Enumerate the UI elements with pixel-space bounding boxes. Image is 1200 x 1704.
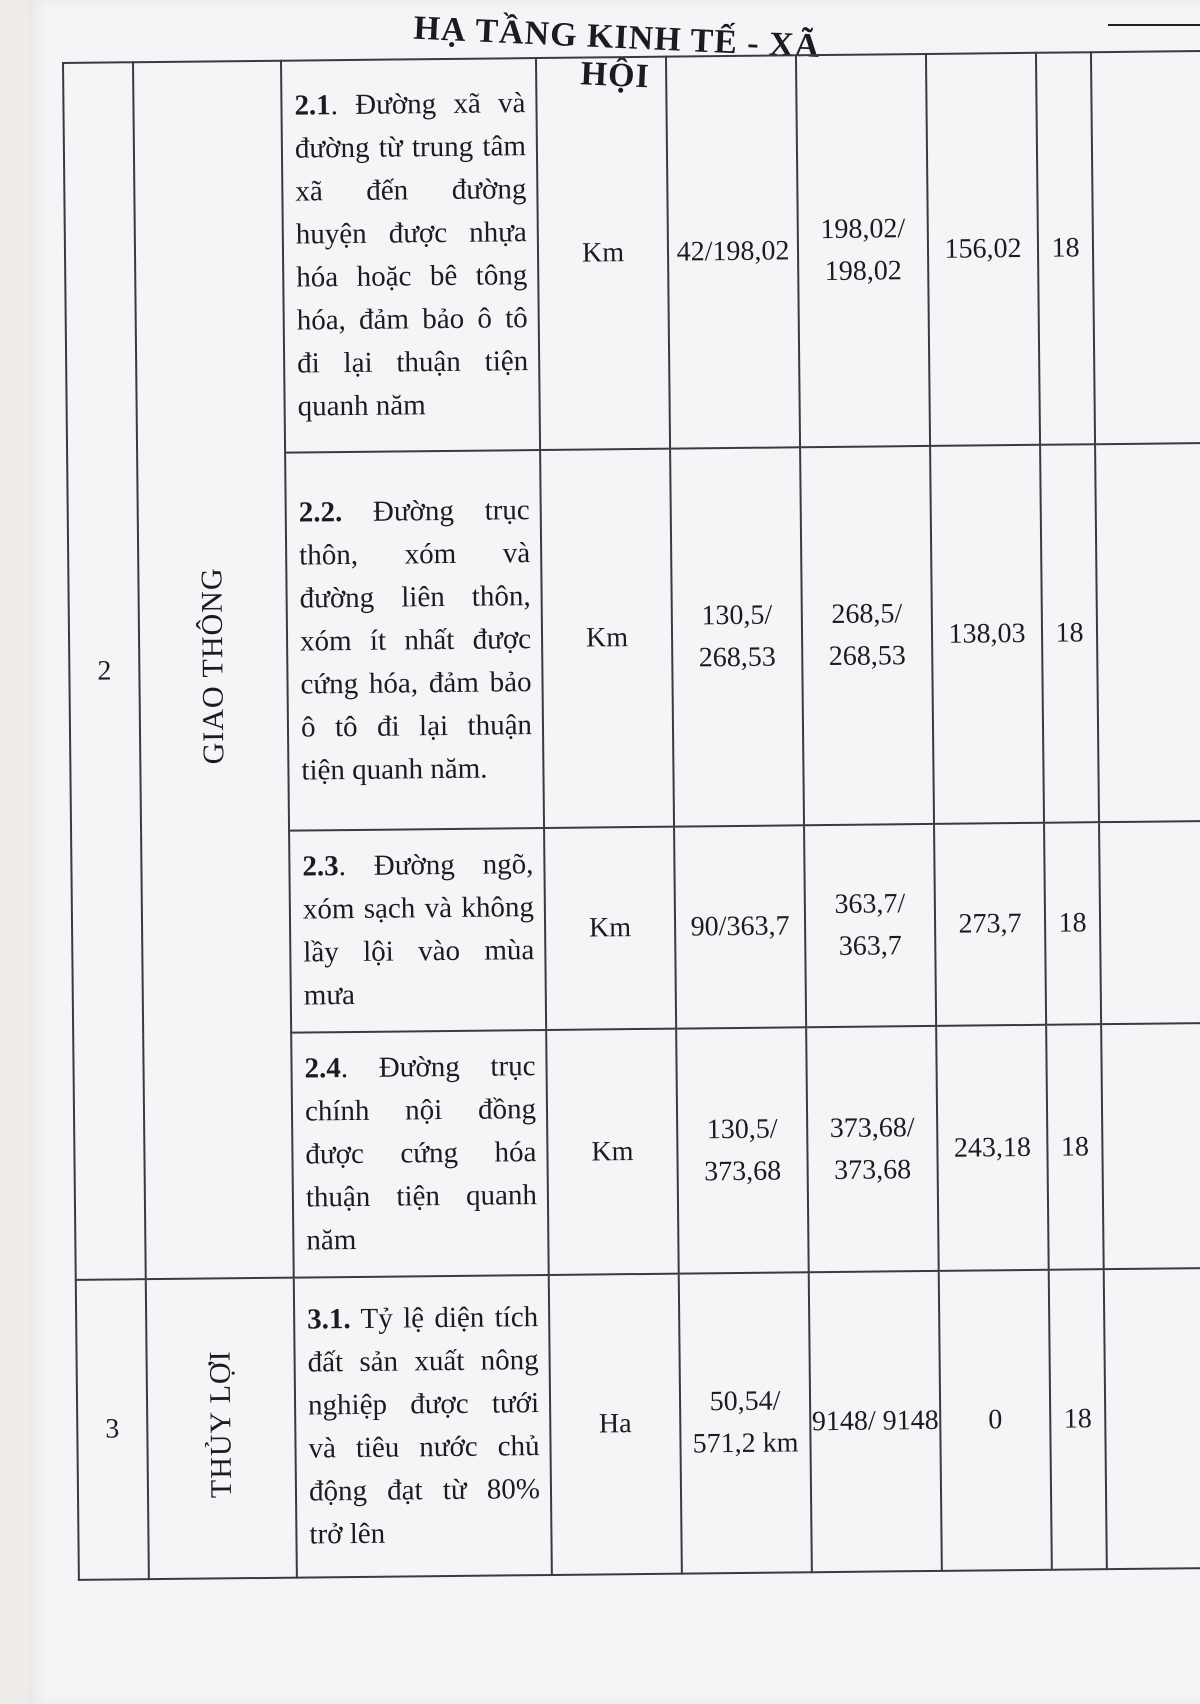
- page-title: HẠ TẦNG KINH TẾ - XÃ HỘI: [412, 9, 822, 96]
- unit-cell: Km: [540, 449, 674, 828]
- value-b-cell: 198,02/ 198,02: [796, 54, 930, 447]
- group-name: GIAO THÔNG: [195, 567, 231, 765]
- unit-cell: Ha: [549, 1274, 682, 1575]
- value-a-cell: 50,54/ 571,2 km: [679, 1272, 812, 1573]
- unit-cell: Km: [536, 57, 670, 450]
- value-c-cell: 156,02: [926, 53, 1040, 446]
- criterion-text: . Đường xã và đường từ trung tâm xã đến đường huyện được nhựa hóa hoặc bê tông hóa, đảm bảo ô tô đi lại thuận tiện quanh năm: [294, 87, 529, 423]
- criterion-cell: [291, 1030, 549, 1278]
- group-number: 2: [63, 62, 146, 1280]
- criterion-text: . Đường ngõ, xóm sạch và không lầy lội vào mùa mưa: [302, 848, 535, 1012]
- value-c-cell: 0: [939, 1270, 1052, 1571]
- value-d-cell: 18: [1036, 52, 1095, 445]
- value-d-cell: 18: [1040, 444, 1099, 823]
- criterion-cell: [285, 450, 544, 831]
- group-name: THỦY LỢI: [203, 1350, 239, 1499]
- next-page-bleed-cell: [1091, 51, 1200, 444]
- value-c-cell: 243,18: [936, 1025, 1049, 1271]
- table-row: [63, 51, 1200, 455]
- next-page-bleed-cell: [1099, 821, 1200, 1024]
- criterion-text: Đường trục thôn, xóm và đường liên thôn, xóm ít nhất được cứng hóa, đảm bảo ô tô đi lại thuận tiện quanh năm.: [299, 493, 533, 787]
- value-d-cell: 18: [1046, 1024, 1104, 1270]
- value-b-cell: 268,5/ 268,53: [800, 446, 934, 825]
- value-c-cell: 273,7: [934, 823, 1046, 1026]
- criterion-code: 2.2.: [298, 495, 343, 529]
- value-a-cell: 90/363,7: [674, 825, 806, 1028]
- value-a-cell: 42/198,02: [666, 55, 800, 448]
- next-page-bleed-cell: [1095, 443, 1200, 822]
- criterion-text: . Đường trục chính nội đồng được cứng hóa thuận tiện quanh năm: [304, 1050, 538, 1257]
- next-page-bleed-cell: [1104, 1268, 1200, 1569]
- value-b-cell: 373,68/ 373,68: [806, 1026, 939, 1272]
- value-a-cell: 130,5/ 373,68: [676, 1027, 809, 1273]
- criteria-table: [62, 50, 1200, 1581]
- group-name-cell: [133, 61, 294, 1279]
- header-rule: [1108, 24, 1200, 26]
- criterion-code: 2.4: [304, 1052, 341, 1085]
- group-number: 3: [76, 1279, 149, 1580]
- criterion-text: Tỷ lệ diện tích đất sản xuất nông nghiệp được tưới và tiêu nước chủ động đạt từ 80% trở lên: [307, 1301, 541, 1551]
- document-page: [28, 0, 1200, 1704]
- value-d-cell: 18: [1049, 1269, 1107, 1570]
- criterion-code: 2.1: [294, 89, 331, 122]
- group-name-cell: [146, 1278, 297, 1580]
- value-b-cell: 9148/ 9148: [809, 1271, 942, 1572]
- table-row: [76, 1268, 1200, 1580]
- value-d-cell: 18: [1044, 822, 1101, 1025]
- unit-cell: Km: [544, 827, 676, 1030]
- criterion-code: 2.3: [302, 850, 339, 883]
- criterion-cell: [294, 1275, 552, 1578]
- value-b-cell: 363,7/ 363,7: [804, 824, 936, 1027]
- unit-cell: Km: [546, 1029, 679, 1275]
- value-a-cell: 130,5/ 268,53: [670, 447, 804, 826]
- criterion-cell: [281, 58, 540, 453]
- value-c-cell: 138,03: [930, 445, 1044, 824]
- criterion-code: 3.1.: [307, 1303, 351, 1336]
- next-page-bleed-cell: [1101, 1023, 1200, 1269]
- criterion-cell: [289, 828, 546, 1033]
